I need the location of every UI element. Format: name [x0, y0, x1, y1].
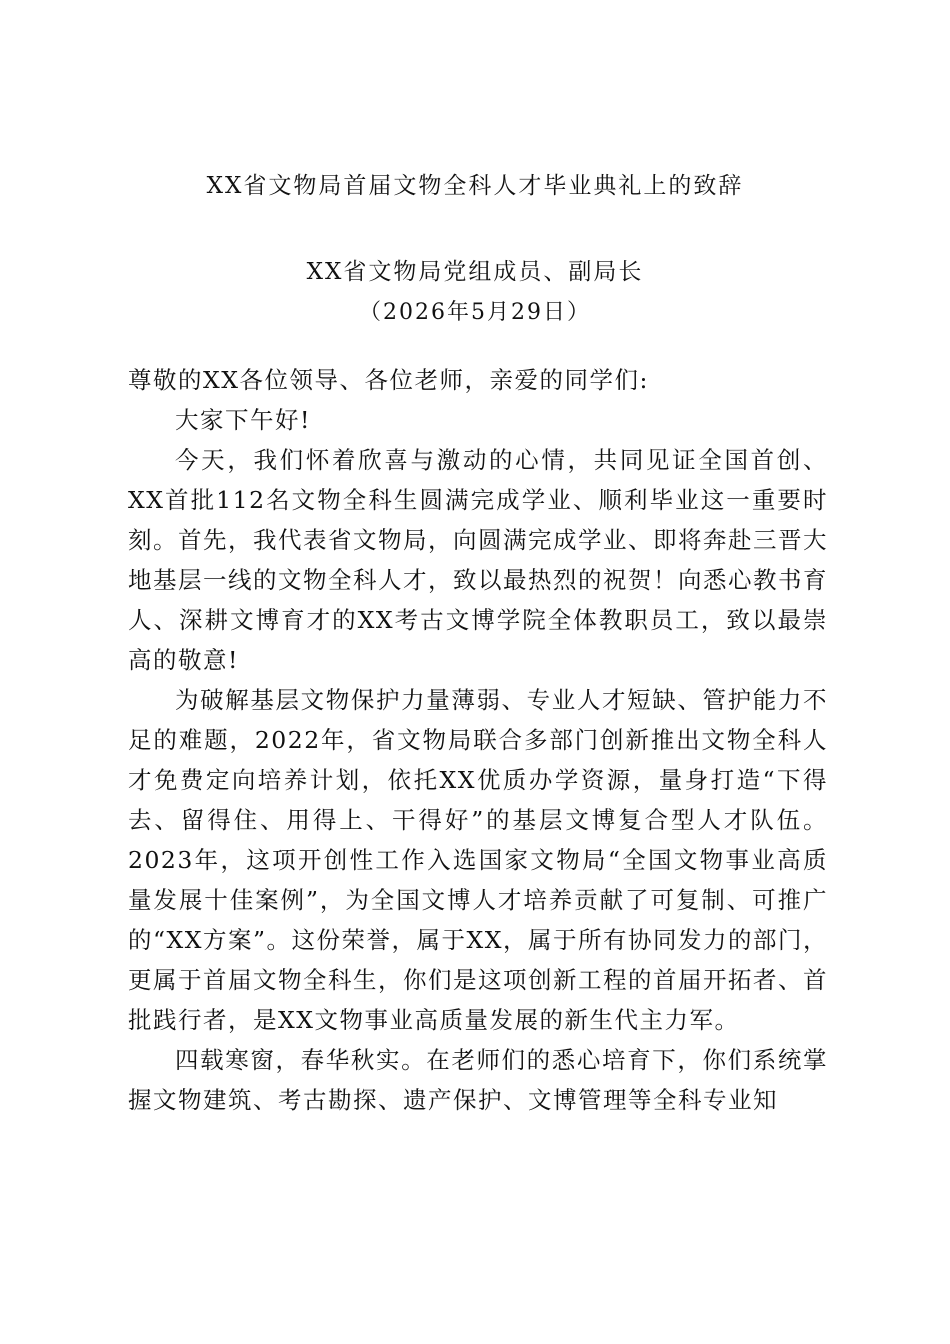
paragraph-congratulations: 今天，我们怀着欣喜与激动的心情，共同见证全国首创、XX首批112名文物全科生圆满完成学业、顺利毕业这一重要时刻。首先，我代表省文物局，向圆满完成学业、即将奔赴三晋大地基层一线的文物全科人才，致以最热烈的祝贺！向悉心教书育人、深耕文博育才的XX考古文博学院全体教职员工，致以最崇高的敬意! — [128, 446, 828, 674]
paragraph-greeting: 大家下午好! — [175, 406, 311, 434]
paragraph-background: 为破解基层文物保护力量薄弱、专业人才短缺、管护能力不足的难题，2022年，省文物局联合多部门创新推出文物全科人才免费定向培养计划，依托XX优质办学资源，量身打造“下得去、留得住、用得上、干得好”的基层文博复合型人才队伍。2023年，这项开创性工作入选国家文物局“全国文物事业高质量发展十佳案例”，为全国文博人才培养贡献了可复制、可推广的“XX方案”。这份荣誉，属于XX，属于所有协同发力的部门，更属于首届文物全科生，你们是这项创新工程的首届开拓者、首批践行者，是XX文物事业高质量发展的新生代主力军。 — [128, 686, 828, 1034]
document-body — [128, 360, 828, 1120]
document-date: （2026年5月29日） — [359, 300, 591, 325]
salutation: 尊敬的XX各位领导、各位老师，亲爱的同学们: — [128, 366, 649, 394]
document-title: XX省文物局首届文物全科人才毕业典礼上的致辞 — [206, 173, 744, 199]
document-author: XX省文物局党组成员、副局长 — [306, 259, 644, 285]
paragraph-study: 四载寒窗，春华秋实。在老师们的悉心培育下，你们系统掌握文物建筑、考古勘探、遗产保护、文博管理等全科专业知 — [128, 1046, 828, 1114]
